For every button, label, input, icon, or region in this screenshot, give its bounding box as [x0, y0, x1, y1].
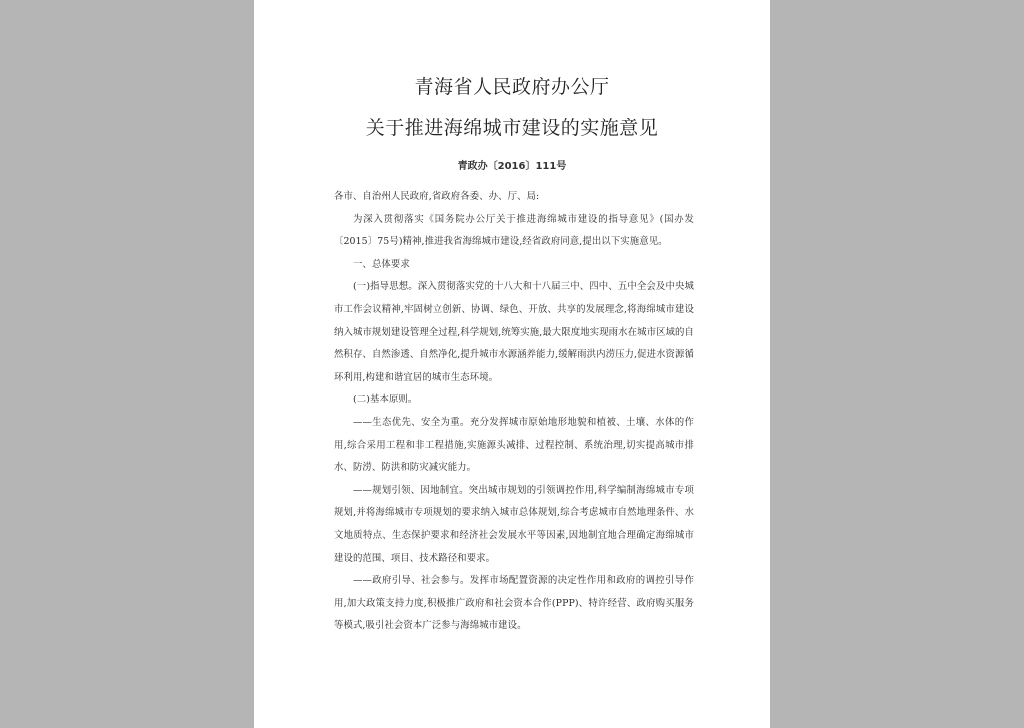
principle-paragraph-3: ——政府引导、社会参与。发挥市场配置资源的决定性作用和政府的调控引导作用,加大政策支持力度,积极推广政府和社会资本合作(PPP)、特许经营、政府购买服务等模式,吸引社会资本广泛参与海绵城市建设。 [334, 575, 694, 632]
document-page [254, 0, 770, 728]
document-number: 青政办〔2016〕111号 [457, 161, 567, 172]
paragraph-guiding-ideology: (一)指导思想。深入贯彻落实党的十八大和十八届三中、四中、五中全会及中央城市工作会议精神,牢固树立创新、协调、绿色、开放、共享的发展理念,将海绵城市建设纳入城市规划建设管理全过程,科学规划,统筹实施,最大限度地实现雨水在城市区域的自然积存、自然渗透、自然净化,提升城市水源涵养能力,缓解雨洪内涝压力,促进水资源循环利用,构建和谐宜居的城市生态环境。 [334, 281, 694, 383]
document-title-line2: 关于推进海绵城市建设的实施意见 [365, 117, 659, 139]
subsection-heading: (二)基本原则。 [353, 394, 418, 406]
paragraph-intro: 为深入贯彻落实《国务院办公厅关于推进海绵城市建设的指导意见》(国办发〔2015〕75号)精神,推进我省海绵城市建设,经省政府同意,提出以下实施意见。 [334, 213, 694, 248]
salutation: 各市、自治州人民政府,省政府各委、办、厅、局: [334, 191, 540, 202]
principle-paragraph-1: ——生态优先、安全为重。充分发挥城市原始地形地貌和植被、土壤、水体的作用,综合采用工程和非工程措施,实施源头减排、过程控制、系统治理,切实提高城市排水、防涝、防洪和防灾减灾能力。 [334, 416, 694, 474]
section-heading: 一、总体要求 [353, 258, 410, 270]
document-title-line1: 青海省人民政府办公厅 [414, 76, 610, 98]
principle-paragraph-2: ——规划引领、因地制宜。突出城市规划的引领调控作用,科学编制海绵城市专项规划,并将海绵城市专项规划的要求纳入城市总体规划,综合考虑城市自然地理条件、水文地质特点、生态保护要求和经济社会发展水平等因素,因地制宜地合理确定海绵城市建设的范围、项目、技术路径和要求。 [334, 484, 694, 564]
document-body [334, 186, 694, 638]
